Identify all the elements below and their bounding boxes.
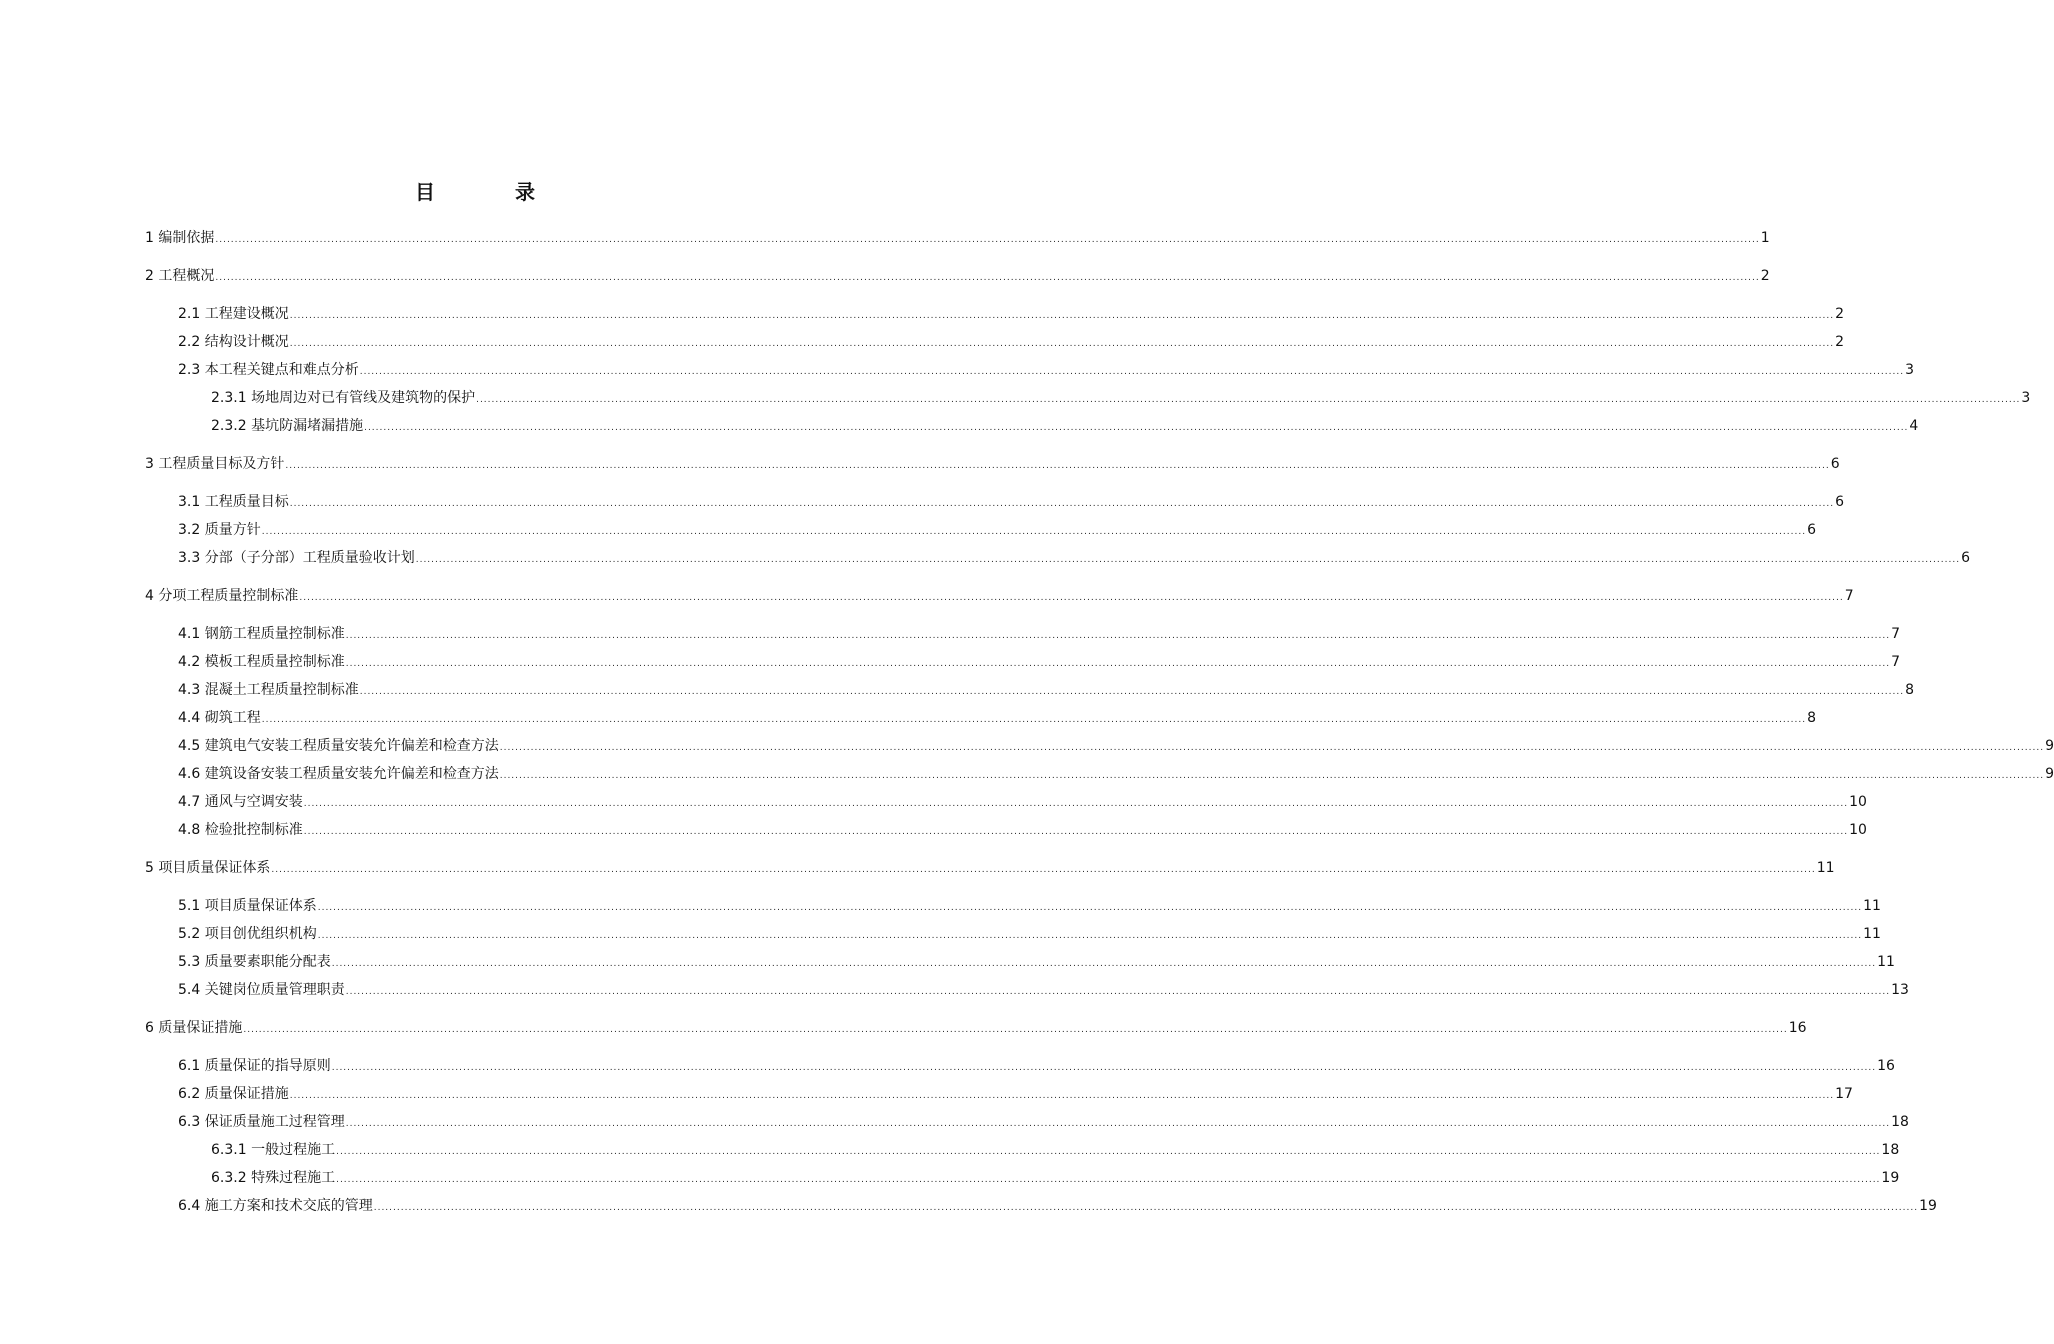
toc-entry-page-number: 8 xyxy=(1807,710,1816,726)
toc-entry[interactable] xyxy=(178,737,2054,757)
toc-entry-page-number: 10 xyxy=(1849,794,1867,810)
toc-entry[interactable] xyxy=(178,361,1914,381)
toc-entry[interactable] xyxy=(211,1169,1900,1189)
toc-entry-page-number: 16 xyxy=(1788,1020,1807,1036)
toc-entry-label: 2.3 本工程关键点和难点分析 xyxy=(178,362,359,378)
toc-leader-dots: ................................................................................................................................................................................................................................................................................................................................................................................................................ xyxy=(499,771,2045,781)
toc-leader-dots: ................................................................................................................................................................................................................................................................................................................................................................................................................ xyxy=(299,593,1844,603)
toc-entry-label: 2 工程概况 xyxy=(145,268,215,284)
toc-entry-label: 3.1 工程质量目标 xyxy=(178,494,289,510)
toc-entry-label: 1 编制依据 xyxy=(145,230,215,246)
toc-leader-dots: ................................................................................................................................................................................................................................................................................................................................................................................................................ xyxy=(336,1175,1881,1185)
toc-entry-label: 5 项目质量保证体系 xyxy=(145,860,271,876)
toc-entry[interactable] xyxy=(178,953,1895,973)
toc-leader-dots: ................................................................................................................................................................................................................................................................................................................................................................................................................ xyxy=(345,631,1891,641)
toc-entry-page-number: 10 xyxy=(1849,822,1867,838)
toc-entry-label: 4.8 检验批控制标准 xyxy=(178,822,303,838)
toc-entry[interactable] xyxy=(178,681,1914,701)
toc-entry[interactable] xyxy=(178,625,1900,645)
toc-entry[interactable] xyxy=(211,389,2031,409)
toc-leader-dots: ................................................................................................................................................................................................................................................................................................................................................................................................................ xyxy=(331,1063,1877,1073)
toc-entry[interactable] xyxy=(178,549,1970,569)
toc-leader-dots: ................................................................................................................................................................................................................................................................................................................................................................................................................ xyxy=(285,461,1830,471)
toc-entry-page-number: 19 xyxy=(1881,1170,1900,1186)
toc-entry-label: 5.4 关键岗位质量管理职责 xyxy=(178,982,345,998)
toc-entry-page-number: 11 xyxy=(1863,898,1881,914)
toc-entry-label: 2.3.1 场地周边对已有管线及建筑物的保护 xyxy=(211,390,476,406)
toc-entry-page-number: 7 xyxy=(1891,654,1900,670)
toc-entry-label: 3 工程质量目标及方针 xyxy=(145,456,285,472)
toc-leader-dots: ................................................................................................................................................................................................................................................................................................................................................................................................................ xyxy=(289,339,1835,349)
toc-leader-dots: ................................................................................................................................................................................................................................................................................................................................................................................................................ xyxy=(289,311,1835,321)
toc-entry-page-number: 6 xyxy=(1835,494,1844,510)
toc-entry-label: 2.2 结构设计概况 xyxy=(178,334,289,350)
toc-entry-label: 6 质量保证措施 xyxy=(145,1020,243,1036)
toc-leader-dots: ................................................................................................................................................................................................................................................................................................................................................................................................................ xyxy=(271,865,1816,875)
toc-entry-label: 6.3.1 一般过程施工 xyxy=(211,1142,336,1158)
toc-entry-page-number: 17 xyxy=(1835,1086,1853,1102)
toc-leader-dots: ................................................................................................................................................................................................................................................................................................................................................................................................................ xyxy=(243,1025,1788,1035)
toc-entry[interactable] xyxy=(178,1113,1909,1133)
toc-entry-label: 5.2 项目创优组织机构 xyxy=(178,926,317,942)
toc-entry[interactable] xyxy=(211,1141,1900,1161)
toc-leader-dots: ................................................................................................................................................................................................................................................................................................................................................................................................................ xyxy=(331,959,1877,969)
toc-entry-label: 4.1 钢筋工程质量控制标准 xyxy=(178,626,345,642)
toc-entry-page-number: 11 xyxy=(1816,860,1835,876)
toc-entry-page-number: 16 xyxy=(1877,1058,1895,1074)
toc-leader-dots: ................................................................................................................................................................................................................................................................................................................................................................................................................ xyxy=(289,1091,1835,1101)
toc-leader-dots: ................................................................................................................................................................................................................................................................................................................................................................................................................ xyxy=(215,235,1760,245)
toc-entry-page-number: 7 xyxy=(1891,626,1900,642)
toc-leader-dots: ................................................................................................................................................................................................................................................................................................................................................................................................................ xyxy=(303,799,1849,809)
toc-leader-dots: ................................................................................................................................................................................................................................................................................................................................................................................................................ xyxy=(345,987,1891,997)
toc-entry-label: 4.5 建筑电气安装工程质量安装允许偏差和检查方法 xyxy=(178,738,499,754)
toc-leader-dots: ................................................................................................................................................................................................................................................................................................................................................................................................................ xyxy=(359,367,1905,377)
toc-entry[interactable] xyxy=(178,521,1816,541)
toc-entry-page-number: 3 xyxy=(2021,390,2031,406)
toc-entry[interactable] xyxy=(178,653,1900,673)
toc-entry-page-number: 8 xyxy=(1905,682,1914,698)
toc-entry[interactable] xyxy=(178,821,1867,841)
toc-entry-page-number: 7 xyxy=(1844,588,1854,604)
toc-leader-dots: ................................................................................................................................................................................................................................................................................................................................................................................................................ xyxy=(261,715,1807,725)
toc-entry-label: 2.3.2 基坑防漏堵漏措施 xyxy=(211,418,364,434)
toc-entry-label: 6.2 质量保证措施 xyxy=(178,1086,289,1102)
toc-entry-page-number: 2 xyxy=(1835,306,1844,322)
toc-entry[interactable] xyxy=(178,709,1816,729)
toc-entry[interactable] xyxy=(178,333,1844,353)
toc-entry-label: 4.6 建筑设备安装工程质量安装允许偏差和检查方法 xyxy=(178,766,499,782)
toc-entry[interactable] xyxy=(178,493,1844,513)
toc-leader-dots: ................................................................................................................................................................................................................................................................................................................................................................................................................ xyxy=(373,1203,1919,1213)
toc-entry-page-number: 18 xyxy=(1891,1114,1909,1130)
toc-leader-dots: ................................................................................................................................................................................................................................................................................................................................................................................................................ xyxy=(303,827,1849,837)
toc-entry-page-number: 13 xyxy=(1891,982,1909,998)
toc-entry-label: 5.1 项目质量保证体系 xyxy=(178,898,317,914)
toc-entry[interactable] xyxy=(178,897,1881,917)
toc-leader-dots: ................................................................................................................................................................................................................................................................................................................................................................................................................ xyxy=(359,687,1905,697)
toc-entry[interactable] xyxy=(145,229,1770,249)
toc-entry-label: 4.3 混凝土工程质量控制标准 xyxy=(178,682,359,698)
toc-entry[interactable] xyxy=(178,793,1867,813)
toc-entry-page-number: 2 xyxy=(1835,334,1844,350)
toc-entry-page-number: 18 xyxy=(1881,1142,1900,1158)
toc-entry[interactable] xyxy=(178,305,1844,325)
toc-leader-dots: ................................................................................................................................................................................................................................................................................................................................................................................................................ xyxy=(215,273,1760,283)
toc-entry[interactable] xyxy=(178,925,1881,945)
toc-entry[interactable] xyxy=(145,455,1840,475)
toc-entry-page-number: 6 xyxy=(1807,522,1816,538)
toc-entry-label: 6.4 施工方案和技术交底的管理 xyxy=(178,1198,373,1214)
toc-leader-dots: ................................................................................................................................................................................................................................................................................................................................................................................................................ xyxy=(345,1119,1891,1129)
toc-leader-dots: ................................................................................................................................................................................................................................................................................................................................................................................................................ xyxy=(289,499,1835,509)
toc-entry-page-number: 9 xyxy=(2045,766,2054,782)
toc-entry[interactable] xyxy=(211,417,1919,437)
toc-entry-label: 6.3.2 特殊过程施工 xyxy=(211,1170,336,1186)
toc-leader-dots: ................................................................................................................................................................................................................................................................................................................................................................................................................ xyxy=(336,1147,1881,1157)
toc-entry-page-number: 9 xyxy=(2045,738,2054,754)
toc-entry-label: 6.1 质量保证的指导原则 xyxy=(178,1058,331,1074)
toc-entry-page-number: 3 xyxy=(1905,362,1914,378)
toc-leader-dots: ................................................................................................................................................................................................................................................................................................................................................................................................................ xyxy=(499,743,2045,753)
toc-leader-dots: ................................................................................................................................................................................................................................................................................................................................................................................................................ xyxy=(317,903,1863,913)
toc-entry[interactable] xyxy=(178,1197,1937,1217)
toc-entry-label: 4 分项工程质量控制标准 xyxy=(145,588,299,604)
toc-leader-dots: ................................................................................................................................................................................................................................................................................................................................................................................................................ xyxy=(364,423,1909,433)
toc-leader-dots: ................................................................................................................................................................................................................................................................................................................................................................................................................ xyxy=(476,395,2021,405)
toc-entry-label: 2.1 工程建设概况 xyxy=(178,306,289,322)
toc-leader-dots: ................................................................................................................................................................................................................................................................................................................................................................................................................ xyxy=(415,555,1961,565)
toc-leader-dots: ................................................................................................................................................................................................................................................................................................................................................................................................................ xyxy=(345,659,1891,669)
toc-entry-label: 6.3 保证质量施工过程管理 xyxy=(178,1114,345,1130)
toc-entry-page-number: 4 xyxy=(1909,418,1919,434)
toc-entry-page-number: 6 xyxy=(1830,456,1840,472)
toc-entry-page-number: 11 xyxy=(1863,926,1881,942)
toc-entry-page-number: 19 xyxy=(1919,1198,1937,1214)
toc-entry[interactable] xyxy=(145,1019,1807,1039)
toc-leader-dots: ................................................................................................................................................................................................................................................................................................................................................................................................................ xyxy=(261,527,1807,537)
toc-entry-label: 4.4 砌筑工程 xyxy=(178,710,261,726)
toc-entry[interactable] xyxy=(178,1085,1853,1105)
toc-entry-label: 4.7 通风与空调安装 xyxy=(178,794,303,810)
toc-entry-label: 3.3 分部（子分部）工程质量验收计划 xyxy=(178,550,415,566)
toc-entry[interactable] xyxy=(178,1057,1895,1077)
toc-entry[interactable] xyxy=(145,267,1770,287)
toc-entry[interactable] xyxy=(178,981,1909,1001)
toc-leader-dots: ................................................................................................................................................................................................................................................................................................................................................................................................................ xyxy=(317,931,1863,941)
toc-entry-page-number: 1 xyxy=(1760,230,1770,246)
toc-entry[interactable] xyxy=(145,859,1835,879)
toc-entry-page-number: 6 xyxy=(1961,550,1970,566)
toc-entry-page-number: 2 xyxy=(1760,268,1770,284)
toc-entry-label: 3.2 质量方针 xyxy=(178,522,261,538)
toc-entry[interactable] xyxy=(178,765,2054,785)
toc-entry-label: 5.3 质量要素职能分配表 xyxy=(178,954,331,970)
page-title: 目 录 xyxy=(415,180,565,204)
toc-entry-page-number: 11 xyxy=(1877,954,1895,970)
toc-entry[interactable] xyxy=(145,587,1854,607)
toc-entry-label: 4.2 模板工程质量控制标准 xyxy=(178,654,345,670)
